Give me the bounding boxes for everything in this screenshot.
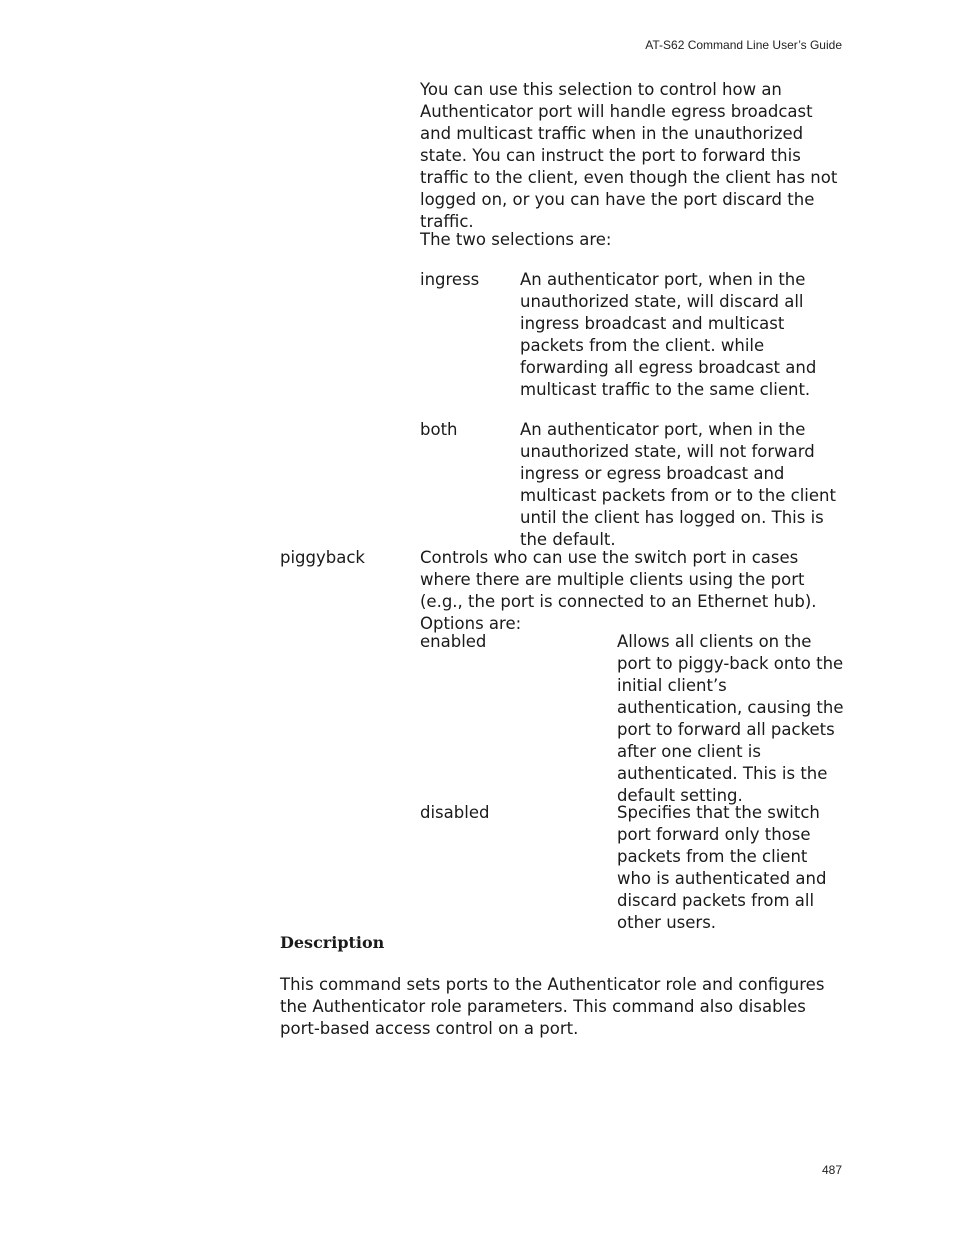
option-desc-disabled: Specifies that the switch port forward only those packets from the client who is authenticated and discard packets from all other users. — [617, 803, 827, 932]
description-paragraph: This command sets ports to the Authenticator role and configures the Authenticator role parameters. This command also disables port-based access control on a port. — [280, 975, 825, 1038]
intro-paragraph: You can use this selection to control how an Authenticator port will handle egress broadcast and multicast traffic when in the unauthorized state. You can instruct the port to forward this traffic to the client, even though the client has not logged on, or you can have the port discard the traffic. — [420, 80, 838, 231]
page-number: 487 — [821, 1163, 842, 1177]
option-desc-enabled: Allows all clients on the port to piggy-back onto the initial client’s authentication, causing the port to forward all packets after one client is authenticated. This is the default setting. — [617, 632, 844, 805]
selections-intro: The two selections are: — [420, 230, 612, 249]
running-header: AT-S62 Command Line User’s Guide — [645, 38, 842, 52]
option-term-both: both — [420, 420, 458, 439]
option-desc-both: An authenticator port, when in the unauthorized state, will not forward ingress or egress broadcast and multicast packets from or to the client until the client has logged on. This is the default. — [520, 420, 836, 549]
option-term-enabled: enabled — [420, 632, 487, 651]
param-desc-piggyback: Controls who can use the switch port in cases where there are multiple clients using the port (e.g., the port is connected to an Ethernet hub). Options are: — [420, 548, 817, 633]
option-term-disabled: disabled — [420, 803, 490, 822]
section-heading-description: Description — [280, 933, 385, 952]
option-term-ingress: ingress — [420, 270, 480, 289]
param-term-piggyback: piggyback — [280, 548, 365, 567]
option-desc-ingress: An authenticator port, when in the unauthorized state, will discard all ingress broadcast and multicast packets from the client. while forwarding all egress broadcast and multicast traffic to the same client. — [520, 270, 817, 399]
